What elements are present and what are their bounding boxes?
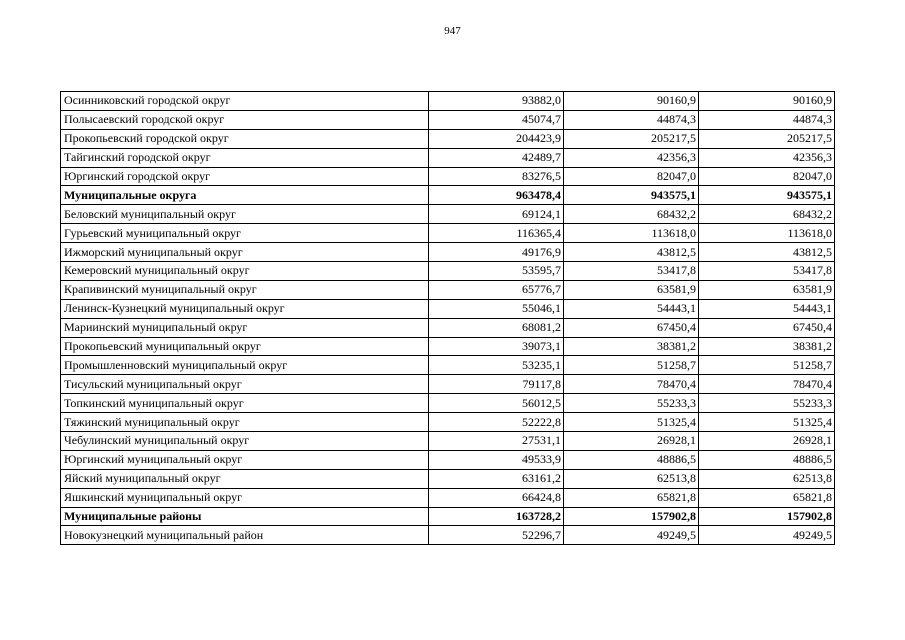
row-name: Муниципальные округа bbox=[61, 186, 429, 205]
row-value-1: 45074,7 bbox=[429, 110, 564, 129]
row-value-3: 55233,3 bbox=[699, 394, 835, 413]
table-row bbox=[61, 450, 835, 469]
row-value-1: 204423,9 bbox=[429, 129, 564, 148]
row-value-1: 66424,8 bbox=[429, 488, 564, 507]
row-value-3: 67450,4 bbox=[699, 318, 835, 337]
table-row bbox=[61, 167, 835, 186]
row-name: Тисульский муниципальный округ bbox=[61, 375, 429, 394]
row-name: Промышленновский муниципальный округ bbox=[61, 356, 429, 375]
row-value-1: 53235,1 bbox=[429, 356, 564, 375]
table-row bbox=[61, 375, 835, 394]
row-value-2: 51258,7 bbox=[564, 356, 699, 375]
row-name: Юргинский городской округ bbox=[61, 167, 429, 186]
row-value-1: 42489,7 bbox=[429, 148, 564, 167]
row-value-2: 49249,5 bbox=[564, 526, 699, 545]
row-value-3: 51325,4 bbox=[699, 413, 835, 432]
table-row bbox=[61, 469, 835, 488]
row-name: Муниципальные районы bbox=[61, 507, 429, 526]
row-value-1: 69124,1 bbox=[429, 205, 564, 224]
row-value-2: 67450,4 bbox=[564, 318, 699, 337]
row-value-1: 63161,2 bbox=[429, 469, 564, 488]
row-name: Новокузнецкий муниципальный район bbox=[61, 526, 429, 545]
row-value-2: 78470,4 bbox=[564, 375, 699, 394]
row-value-3: 82047,0 bbox=[699, 167, 835, 186]
row-value-3: 157902,8 bbox=[699, 507, 835, 526]
table-body bbox=[61, 92, 835, 545]
row-value-2: 65821,8 bbox=[564, 488, 699, 507]
row-name: Яшкинский муниципальный округ bbox=[61, 488, 429, 507]
table-row-summary bbox=[61, 507, 835, 526]
row-value-2: 53417,8 bbox=[564, 262, 699, 281]
row-name: Яйский муниципальный округ bbox=[61, 469, 429, 488]
row-name: Чебулинский муниципальный округ bbox=[61, 432, 429, 451]
row-name: Тяжинский муниципальный округ bbox=[61, 413, 429, 432]
row-name: Юргинский муниципальный округ bbox=[61, 450, 429, 469]
row-value-2: 62513,8 bbox=[564, 469, 699, 488]
row-value-1: 56012,5 bbox=[429, 394, 564, 413]
table-row bbox=[61, 432, 835, 451]
row-value-3: 38381,2 bbox=[699, 337, 835, 356]
row-name: Прокопьевский муниципальный округ bbox=[61, 337, 429, 356]
page-number: 947 bbox=[444, 25, 461, 37]
row-value-2: 157902,8 bbox=[564, 507, 699, 526]
row-value-1: 39073,1 bbox=[429, 337, 564, 356]
row-name: Гурьевский муниципальный округ bbox=[61, 224, 429, 243]
table-row bbox=[61, 526, 835, 545]
row-value-1: 963478,4 bbox=[429, 186, 564, 205]
row-value-3: 68432,2 bbox=[699, 205, 835, 224]
row-value-3: 53417,8 bbox=[699, 262, 835, 281]
row-value-3: 62513,8 bbox=[699, 469, 835, 488]
table-row bbox=[61, 337, 835, 356]
table-row bbox=[61, 205, 835, 224]
budget-table bbox=[60, 91, 835, 545]
row-value-3: 113618,0 bbox=[699, 224, 835, 243]
row-value-2: 38381,2 bbox=[564, 337, 699, 356]
table-row-summary bbox=[61, 186, 835, 205]
row-value-1: 52222,8 bbox=[429, 413, 564, 432]
row-value-2: 54443,1 bbox=[564, 299, 699, 318]
row-value-1: 93882,0 bbox=[429, 92, 564, 111]
row-value-3: 205217,5 bbox=[699, 129, 835, 148]
row-name: Мариинский муниципальный округ bbox=[61, 318, 429, 337]
table-row bbox=[61, 280, 835, 299]
row-value-3: 90160,9 bbox=[699, 92, 835, 111]
row-name: Прокопьевский городской округ bbox=[61, 129, 429, 148]
row-value-3: 44874,3 bbox=[699, 110, 835, 129]
row-value-2: 943575,1 bbox=[564, 186, 699, 205]
row-value-3: 26928,1 bbox=[699, 432, 835, 451]
table-row bbox=[61, 413, 835, 432]
row-value-3: 43812,5 bbox=[699, 243, 835, 262]
row-value-2: 90160,9 bbox=[564, 92, 699, 111]
table-row bbox=[61, 129, 835, 148]
row-value-2: 44874,3 bbox=[564, 110, 699, 129]
row-name: Кемеровский муниципальный округ bbox=[61, 262, 429, 281]
table-row bbox=[61, 488, 835, 507]
row-value-1: 163728,2 bbox=[429, 507, 564, 526]
table-row bbox=[61, 92, 835, 111]
row-value-1: 55046,1 bbox=[429, 299, 564, 318]
row-value-3: 63581,9 bbox=[699, 280, 835, 299]
row-value-2: 82047,0 bbox=[564, 167, 699, 186]
row-name: Ижморский муниципальный округ bbox=[61, 243, 429, 262]
row-value-1: 27531,1 bbox=[429, 432, 564, 451]
row-value-3: 943575,1 bbox=[699, 186, 835, 205]
row-value-1: 116365,4 bbox=[429, 224, 564, 243]
row-name: Ленинск-Кузнецкий муниципальный округ bbox=[61, 299, 429, 318]
row-value-3: 49249,5 bbox=[699, 526, 835, 545]
row-value-2: 51325,4 bbox=[564, 413, 699, 432]
table-row bbox=[61, 394, 835, 413]
row-value-1: 49533,9 bbox=[429, 450, 564, 469]
row-value-2: 113618,0 bbox=[564, 224, 699, 243]
row-value-1: 53595,7 bbox=[429, 262, 564, 281]
table-row bbox=[61, 224, 835, 243]
row-value-1: 68081,2 bbox=[429, 318, 564, 337]
row-value-2: 43812,5 bbox=[564, 243, 699, 262]
row-value-1: 52296,7 bbox=[429, 526, 564, 545]
row-name: Осинниковский городской округ bbox=[61, 92, 429, 111]
row-name: Беловский муниципальный округ bbox=[61, 205, 429, 224]
row-value-1: 83276,5 bbox=[429, 167, 564, 186]
row-value-3: 54443,1 bbox=[699, 299, 835, 318]
row-name: Топкинский муниципальный округ bbox=[61, 394, 429, 413]
row-value-2: 55233,3 bbox=[564, 394, 699, 413]
table-row bbox=[61, 262, 835, 281]
table-row bbox=[61, 110, 835, 129]
row-value-3: 42356,3 bbox=[699, 148, 835, 167]
row-value-2: 63581,9 bbox=[564, 280, 699, 299]
table-row bbox=[61, 356, 835, 375]
row-value-3: 51258,7 bbox=[699, 356, 835, 375]
row-value-2: 68432,2 bbox=[564, 205, 699, 224]
table-row bbox=[61, 243, 835, 262]
row-name: Крапивинский муниципальный округ bbox=[61, 280, 429, 299]
row-value-1: 65776,7 bbox=[429, 280, 564, 299]
row-name: Тайгинский городской округ bbox=[61, 148, 429, 167]
row-value-2: 205217,5 bbox=[564, 129, 699, 148]
row-value-1: 49176,9 bbox=[429, 243, 564, 262]
row-value-2: 42356,3 bbox=[564, 148, 699, 167]
row-value-2: 26928,1 bbox=[564, 432, 699, 451]
row-value-3: 78470,4 bbox=[699, 375, 835, 394]
row-name: Полысаевский городской округ bbox=[61, 110, 429, 129]
row-value-2: 48886,5 bbox=[564, 450, 699, 469]
table-row bbox=[61, 299, 835, 318]
table-row bbox=[61, 318, 835, 337]
table-row bbox=[61, 148, 835, 167]
row-value-3: 65821,8 bbox=[699, 488, 835, 507]
row-value-3: 48886,5 bbox=[699, 450, 835, 469]
row-value-1: 79117,8 bbox=[429, 375, 564, 394]
